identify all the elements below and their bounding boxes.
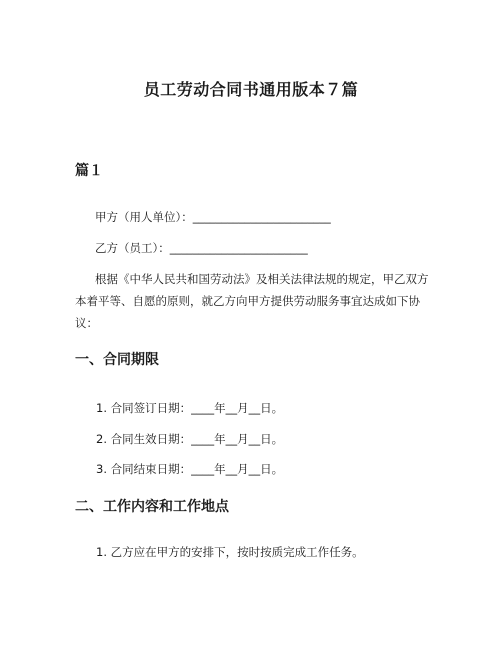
part-2-heading: 二、工作内容和工作地点 [75,499,229,515]
section-heading-1: 篇１ [75,163,103,179]
list-item: 2. 合同生效日期：____年__月__日。 [96,432,284,446]
intro-paragraph: 根据《中华人民共和国劳动法》及相关法律法规的规定，甲乙双方本着平等、自愿的原则，就乙方向甲方提供劳动服务事宜达成如下协议： [75,272,429,330]
document-title: 员工劳动合同书通用版本７篇 [143,80,359,99]
party-b-line: 乙方（员工）：________________________ [95,241,308,255]
list-item: 3. 合同结束日期：____年__月__日。 [96,462,284,476]
list-item: 1. 乙方应在甲方的安排下，按时按质完成工作任务。 [96,545,364,559]
party-a-line: 甲方（用人单位）：________________________ [95,210,331,224]
list-item: 1. 合同签订日期：____年__月__日。 [96,401,284,415]
part-1-heading: 一、合同期限 [75,352,159,368]
